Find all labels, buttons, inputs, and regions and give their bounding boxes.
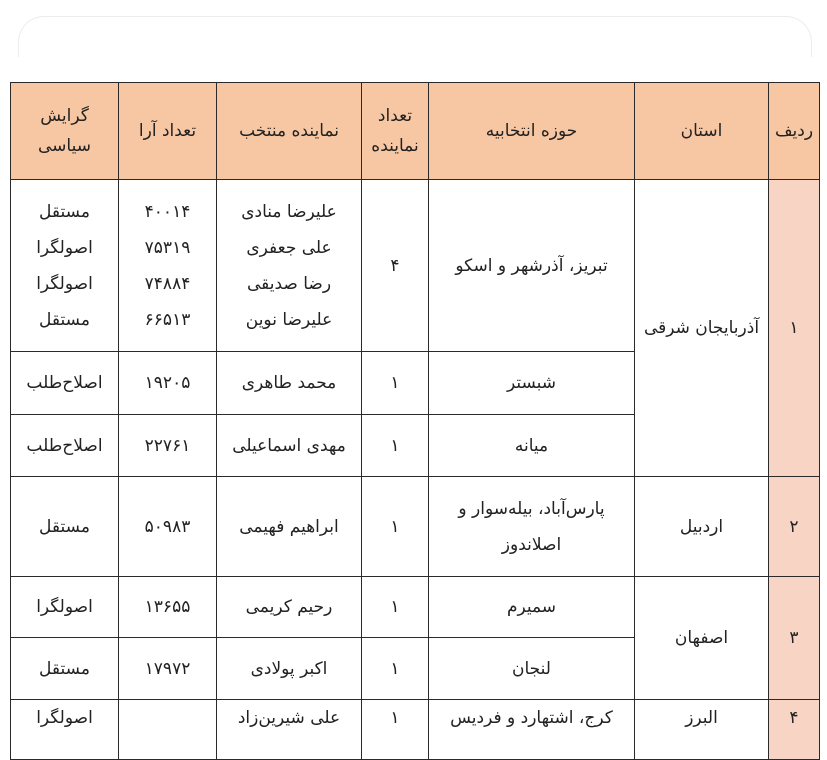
seats-cell: ۱: [362, 415, 429, 477]
votes-cell: ۱۳۶۵۵: [119, 577, 217, 638]
row-number-cell: ۲: [769, 477, 820, 577]
district-cell: کرج، اشتهارد و فردیس: [429, 700, 635, 760]
political-leaning: اصولگرا: [36, 273, 93, 294]
header-representative: نماینده منتخب: [217, 83, 362, 180]
province-cell: البرز: [635, 700, 769, 760]
header-row: [11, 83, 820, 180]
table-row: [11, 477, 820, 577]
representative-cell: اکبر پولادی: [217, 638, 362, 700]
representative-cell: علی شیرین‌زاد: [217, 700, 362, 760]
votes-cell: [119, 700, 217, 760]
leaning-cell: [11, 180, 119, 352]
district-cell: تبریز، آذرشهر و اسکو: [429, 180, 635, 352]
row-number-cell: ۱: [769, 180, 820, 477]
vote-count: ۴۰۰۱۴: [144, 201, 191, 222]
representative-name: علی جعفری: [246, 237, 332, 258]
header-province: استان: [635, 83, 769, 180]
seats-cell: ۱: [362, 477, 429, 577]
table-row: [11, 700, 820, 760]
vote-count: ۷۴۸۸۴: [144, 273, 191, 294]
top-card-frame: [18, 16, 812, 57]
row-number-cell: ۴: [769, 700, 820, 760]
votes-cell: ۵۰۹۸۳: [119, 477, 217, 577]
district-cell: لنجان: [429, 638, 635, 700]
province-cell: اصفهان: [635, 577, 769, 700]
vote-count: ۷۵۳۱۹: [144, 237, 191, 258]
leaning-cell: اصلاح‌طلب: [11, 352, 119, 415]
political-leaning: اصولگرا: [36, 237, 93, 258]
political-leaning: مستقل: [39, 201, 90, 222]
leaning-cell: اصولگرا: [11, 700, 119, 760]
votes-cell: [119, 180, 217, 352]
votes-cell: ۲۲۷۶۱: [119, 415, 217, 477]
representative-cell: رحیم کریمی: [217, 577, 362, 638]
district-cell: پارس‌آباد، بیله‌سوار و اصلاندوز: [429, 477, 635, 577]
leaning-cell: مستقل: [11, 638, 119, 700]
leaning-cell: اصولگرا: [11, 577, 119, 638]
representative-cell: مهدی اسماعیلی: [217, 415, 362, 477]
district-cell: شبستر: [429, 352, 635, 415]
table-row: [11, 577, 820, 638]
table-row: [11, 180, 820, 352]
representative-cell: ابراهیم فهیمی: [217, 477, 362, 577]
province-cell: آذربایجان شرقی: [635, 180, 769, 477]
seats-cell: ۱: [362, 352, 429, 415]
representative-name: علیرضا نوین: [245, 309, 333, 330]
representative-cell: محمد طاهری: [217, 352, 362, 415]
header-leaning: گرایش سیاسی: [11, 83, 119, 180]
seats-cell: ۱: [362, 638, 429, 700]
district-cell: سمیرم: [429, 577, 635, 638]
election-results-table: [10, 82, 820, 760]
district-cell: میانه: [429, 415, 635, 477]
header-seats: تعداد نماینده: [362, 83, 429, 180]
leaning-cell: مستقل: [11, 477, 119, 577]
votes-cell: ۱۷۹۷۲: [119, 638, 217, 700]
header-row-no: ردیف: [769, 83, 820, 180]
votes-cell: ۱۹۲۰۵: [119, 352, 217, 415]
representative-name: علیرضا منادی: [241, 201, 337, 222]
representatives-cell: [217, 180, 362, 352]
representative-name: رضا صدیقی: [246, 273, 332, 294]
header-votes: تعداد آرا: [119, 83, 217, 180]
political-leaning: مستقل: [39, 309, 90, 330]
seats-cell: ۱: [362, 700, 429, 760]
seats-cell: ۴: [362, 180, 429, 352]
seats-cell: ۱: [362, 577, 429, 638]
province-cell: اردبیل: [635, 477, 769, 577]
header-district: حوزه انتخابیه: [429, 83, 635, 180]
row-number-cell: ۳: [769, 577, 820, 700]
leaning-cell: اصلاح‌طلب: [11, 415, 119, 477]
vote-count: ۶۶۵۱۳: [144, 309, 191, 330]
